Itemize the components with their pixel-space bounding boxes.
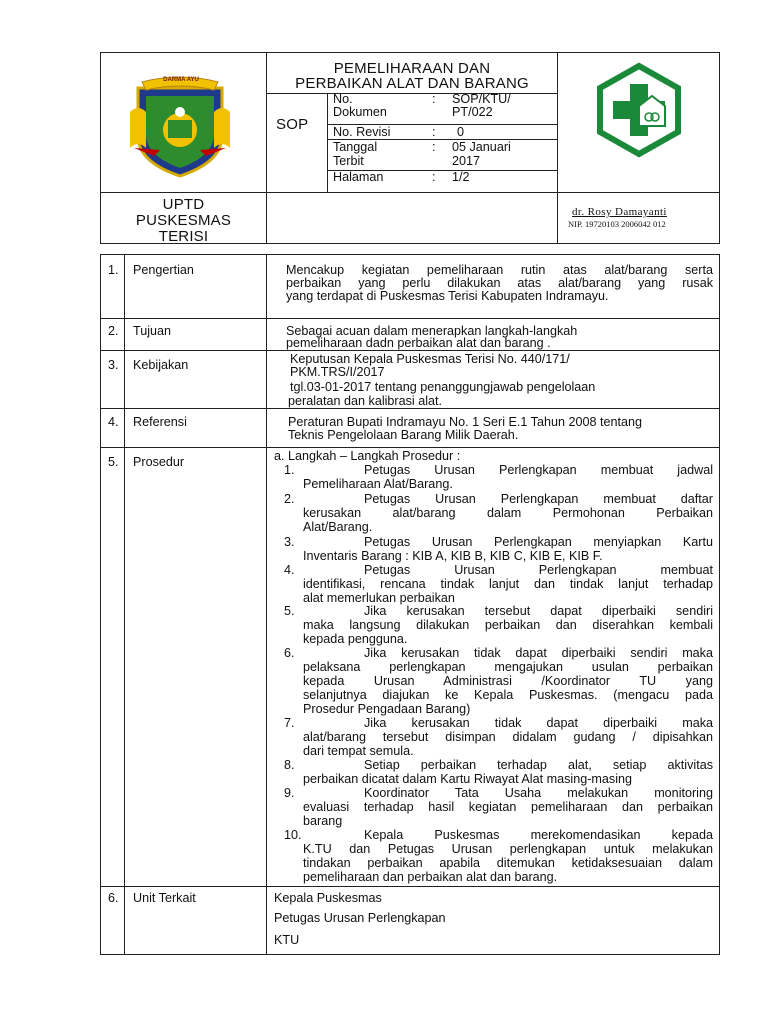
row-label-prosedur: Prosedur	[133, 455, 185, 469]
field-value-no-revisi: 0	[457, 125, 465, 139]
table-row-sep-4	[100, 447, 720, 448]
field-value-tanggal-terbit-2: 2017	[452, 154, 481, 168]
step-number: 2.	[284, 492, 295, 506]
field-value-halaman: 1/2	[452, 170, 470, 184]
org-name-line-2: PUSKESMAS	[135, 212, 232, 229]
row-label-unit-terkait: Unit Terkait	[133, 891, 196, 905]
row-text-line: yang terdapat di Puskesmas Terisi Kabupaten Indramayu.	[286, 289, 609, 303]
row-label-kebijakan: Kebijakan	[133, 358, 189, 372]
step-text-line: Pemeliharaan Alat/Barang.	[303, 477, 453, 491]
signer-name: dr. Rosy Damayanti	[572, 206, 667, 218]
step-text-line: perbaikan dicatat dalam Kartu Riwayat Alat masing-masing	[303, 772, 632, 786]
step-text-line: alat memerlukan perbaikan	[303, 591, 455, 605]
step-text-line: maka langsung dilakukan perbaikan dan diserahkan kembali	[303, 618, 713, 632]
procedure-heading: a. Langkah – Langkah Prosedur :	[274, 449, 461, 463]
header-divider	[100, 192, 720, 193]
table-row-sep-5	[100, 886, 720, 887]
step-text-line: kerusakan alat/barang dalam Permohonan Perbaikan	[303, 506, 713, 520]
step-text-line: evaluasi terhadap hasil kegiatan pemeliharaan dan perbaikan	[303, 800, 713, 814]
step-text-line: selanjutnya diajukan ke Kepala Puskesmas. (mengacu pada	[303, 688, 713, 702]
step-text-line: Koordinator Tata Usaha melakukan monitoring	[364, 786, 713, 800]
field-colon: :	[432, 170, 436, 184]
row-text-line: Sebagai acuan dalam menerapkan langkah-langkah	[286, 324, 578, 338]
document-title-line-2: PERBAIKAN ALAT DAN BARANG	[295, 75, 529, 92]
row-text-line: pemeliharaan dadn perbaikan alat dan barang .	[286, 336, 551, 350]
step-text-line: Petugas Urusan Perlengkapan membuat jadwal	[364, 463, 713, 477]
unit-item: Petugas Urusan Perlengkapan	[274, 911, 446, 925]
row-text-line: PKM.TRS/I/2017	[290, 365, 385, 379]
field-label-no-dokumen-2: Dokumen	[333, 105, 387, 119]
field-label-tanggal-terbit-2: Terbit	[333, 154, 364, 168]
unit-item: KTU	[274, 933, 300, 947]
step-text-line: Petugas Urusan Perlengkapan membuat daftar	[364, 492, 713, 506]
field-colon: :	[432, 92, 436, 106]
step-text-line: Jika kerusakan tidak dapat diperbaiki maka	[364, 716, 713, 730]
step-text-line: Alat/Barang.	[303, 520, 373, 534]
table-col-sep-2	[266, 254, 267, 955]
step-number: 9.	[284, 786, 295, 800]
row-number: 3.	[108, 358, 119, 372]
row-text-line: Mencakup kegiatan pemeliharaan rutin atas alat/barang serta	[286, 263, 713, 277]
table-row-sep-1	[100, 318, 720, 319]
step-text-line: Petugas Urusan Perlengkapan menyiapkan Kartu	[364, 535, 713, 549]
row-text-line: tgl.03-01-2017 tentang penanggungjawab pengelolaan	[290, 380, 596, 394]
field-label-no-dokumen: No.	[333, 92, 353, 106]
header-border-right	[719, 52, 720, 244]
emblem-banner-text: DARMA AYU	[163, 77, 199, 83]
field-label-no-revisi: No. Revisi	[333, 125, 391, 139]
row-text-line: Teknis Pengelolaan Barang Milik Daerah.	[288, 428, 519, 442]
step-number: 6.	[284, 646, 295, 660]
darma-ayu-emblem-icon	[124, 74, 236, 178]
table-border-bottom	[100, 954, 720, 955]
field-colon: :	[432, 125, 436, 139]
unit-item: Kepala Puskesmas	[274, 891, 382, 905]
step-text-line: alat/barang tersebut disimpan didalam gudang / dipisahkan	[303, 730, 713, 744]
row-text-line: peralatan dan kalibrasi alat.	[288, 394, 443, 408]
row-text-line: Keputusan Kepala Puskesmas Terisi No. 440/171/	[290, 352, 570, 366]
row-label-referensi: Referensi	[133, 415, 187, 429]
step-text-line: Jika kerusakan tersebut dapat diperbaiki sendiri	[364, 604, 713, 618]
field-colon: :	[432, 140, 436, 154]
org-name-line-3: TERISI	[158, 228, 209, 245]
field-value-no-dokumen-2: PT/022	[452, 105, 493, 119]
sop-label: SOP	[276, 116, 309, 133]
step-text-line: pelaksana perlengkapan mengajukan usulan perbaikan	[303, 660, 713, 674]
step-text-line: barang	[303, 814, 343, 828]
row-number: 1.	[108, 263, 119, 277]
field-value-tanggal-terbit: 05 Januari	[452, 140, 511, 154]
field-value-no-dokumen: SOP/KTU/	[452, 92, 511, 106]
field-label-tanggal-terbit: Tanggal	[333, 140, 378, 154]
step-text-line: identifikasi, rencana tindak lanjut dan tindak lanjut terhadap	[303, 577, 713, 591]
table-border-right	[719, 254, 720, 955]
step-text-line: kepada Urusan Administrasi /Koordinator TU yang	[303, 674, 713, 688]
row-number: 6.	[108, 891, 119, 905]
step-text-line: kepada pengguna.	[303, 632, 408, 646]
document-title-line-1: PEMELIHARAAN DAN	[333, 60, 491, 77]
row-label-tujuan: Tujuan	[133, 324, 172, 338]
step-text-line: Prosedur Pengadaan Barang)	[303, 702, 471, 716]
step-number: 1.	[284, 463, 295, 477]
row-label-pengertian: Pengertian	[133, 263, 194, 277]
row-text-line: Peraturan Bupati Indramayu No. 1 Seri E.1 Tahun 2008 tentang	[288, 415, 643, 429]
row-number: 2.	[108, 324, 119, 338]
step-number: 7.	[284, 716, 295, 730]
header-border-top	[100, 52, 720, 53]
table-border-left	[100, 254, 101, 955]
step-number: 8.	[284, 758, 295, 772]
step-text-line: Jika kerusakan tidak dapat diperbaiki sendiri maka	[364, 646, 713, 660]
step-text-line: K.TU dan Petugas Urusan perlengkapan untuk melakukan	[303, 842, 713, 856]
step-text-line: Setiap perbaikan terhadap alat, setiap aktivitas	[364, 758, 713, 772]
org-name-line-1: UPTD	[162, 196, 205, 213]
step-number: 10.	[284, 828, 302, 842]
header-col-sep-2	[557, 52, 558, 244]
step-number: 4.	[284, 563, 295, 577]
puskesmas-logo-icon	[592, 62, 686, 158]
header-col-sep-3	[327, 93, 328, 192]
step-text-line: Petugas Urusan Perlengkapan membuat	[364, 563, 713, 577]
field-label-halaman: Halaman	[333, 170, 384, 184]
step-text-line: tindakan perbaikan apabila ditemukan ketidaksesuaian dalam	[303, 856, 713, 870]
step-number: 3.	[284, 535, 295, 549]
row-number: 5.	[108, 455, 119, 469]
table-border-top	[100, 254, 720, 255]
step-text-line: Kepala Puskesmas merekomendasikan kepada	[364, 828, 713, 842]
step-text-line: dari tempat semula.	[303, 744, 414, 758]
step-text-line: Inventaris Barang : KIB A, KIB B, KIB C, KIB E, KIB F.	[303, 549, 603, 563]
row-text-line: perbaikan yang perlu dilakukan atas alat/barang yang rusak	[286, 276, 713, 290]
row-number: 4.	[108, 415, 119, 429]
step-number: 5.	[284, 604, 295, 618]
signer-nip: NIP. 19720103 2006042 012	[568, 219, 666, 229]
table-col-sep-1	[124, 254, 125, 955]
title-underline	[266, 93, 557, 94]
step-text-line: pemeliharaan dan perbaikan alat dan barang.	[303, 870, 558, 884]
header-col-sep-1	[266, 52, 267, 244]
